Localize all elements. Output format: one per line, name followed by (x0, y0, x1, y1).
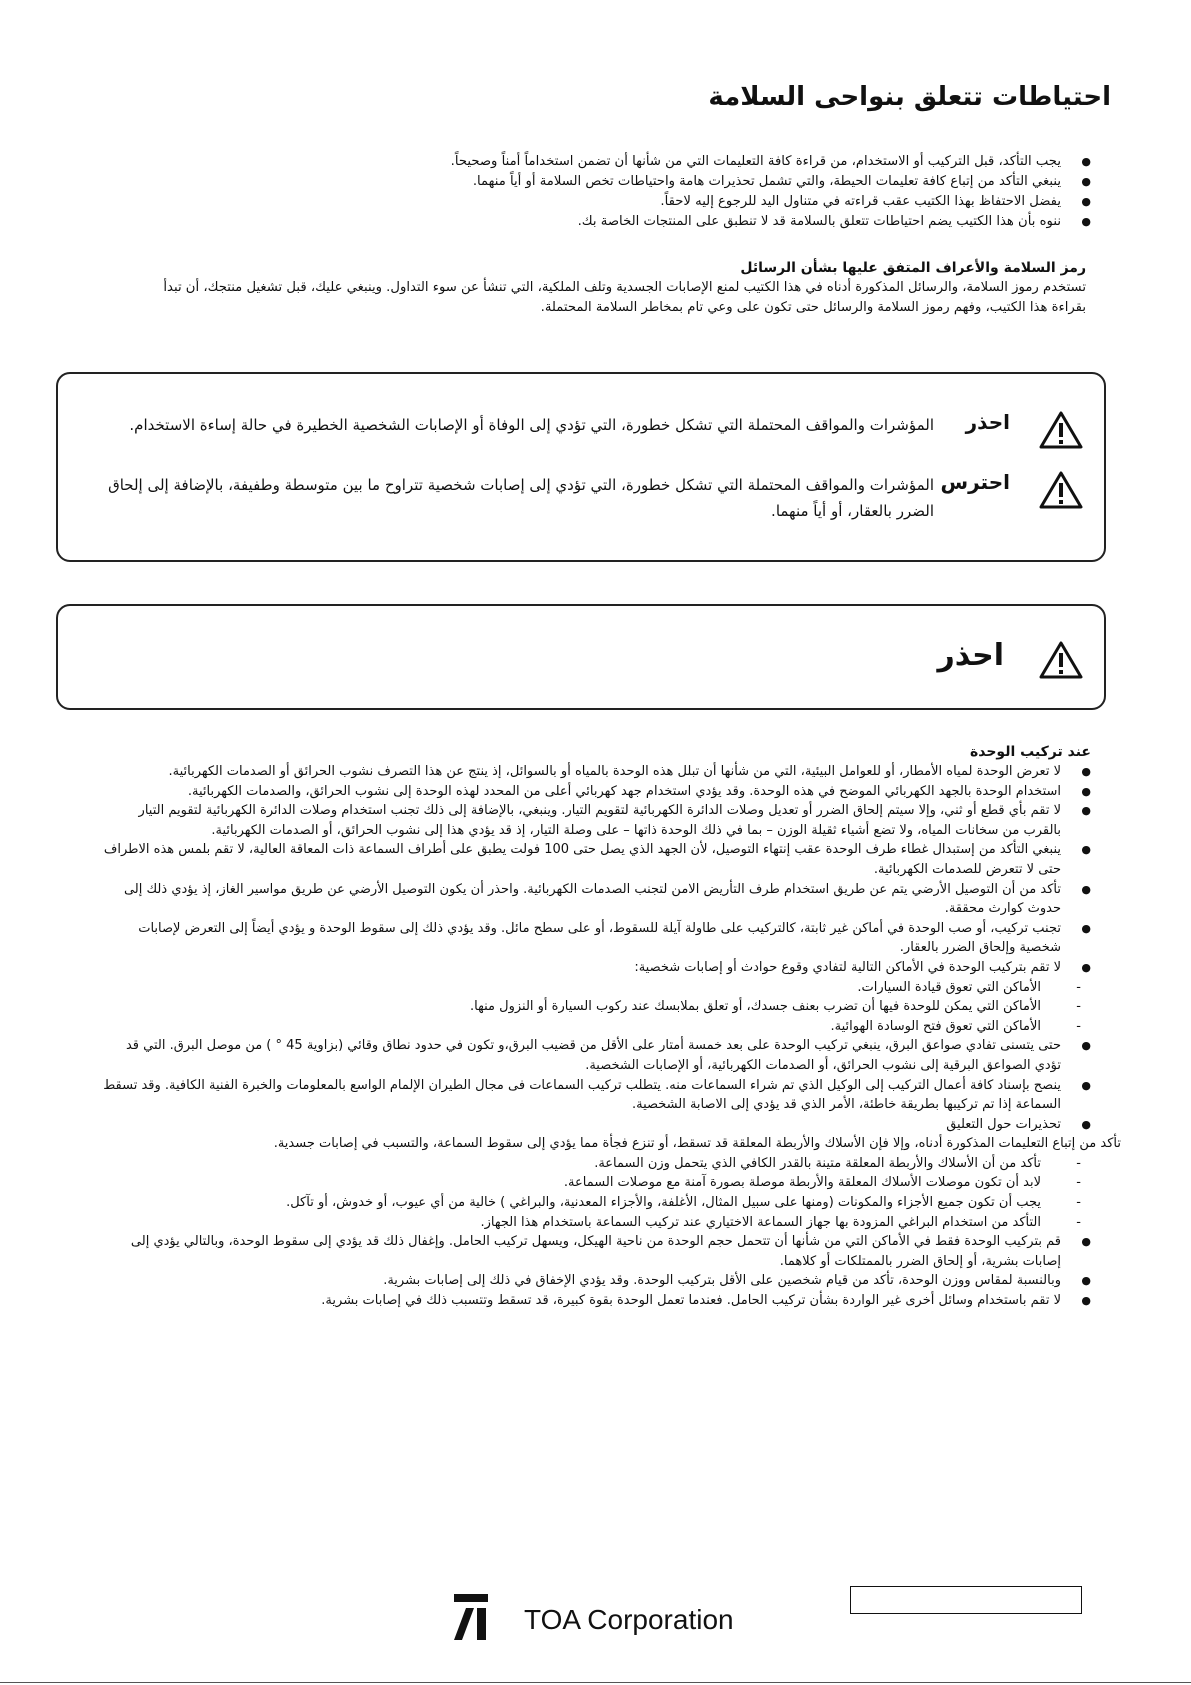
list-item: ● ننوه بأن هذا الكتيب يضم احتياطات تتعلق بالسلامة قد لا تنطبق على المنتجات الخاصة بك. (131, 212, 1091, 232)
section-paragraph: تستخدم رموز السلامة، والرسائل المذكورة أدناه في هذا الكتيب لمنع الإصابات الجسدية وتلف الملكية، التي تنشأ عن سوء التداول. وينبغي عليك، قبل تشغيل منتجك، أن تبدأ بقراءة هذا الكتيب، وفهم رموز السلامة والرسائل حتى تكون على وعي تام بمخاطر السلامة المحتملة. (163, 280, 1086, 315)
list-item: - التأكد من استخدام البراغي المزودة بها جهاز السماعة الاختياري عند تركيب السماعة باستخدام هذا الجهاز. (101, 1213, 1091, 1233)
list-item: ● حتى يتسنى تفادي صواعق البرق، ينبغي تركيب الوحدة على بعد خمسة أمتار على الأقل من قضيب البرق،و تكون في حدود نطاق وقائي (بزاوية 45 ° ) من موصل البرق. التي قد تؤدي الصواعق البرقية إلى نشوب الحرائق، أو الصدمات الكهربائية، أو الإصابات الشخصية. (101, 1036, 1091, 1075)
warning-triangle-icon (1038, 410, 1084, 450)
caution-triangle-icon (1038, 470, 1084, 510)
page-title: احتياطات تتعلق بنواحى السلامة (708, 82, 1111, 112)
hanging-intro: تأكد من إتباع التعليمات المذكورة أدناه، وإلا فإن الأسلاك والأربطة المعلقة قد تسقط، أو تنزع فجأة مما يؤدي إلى سقوط السماعة، والتسبب في إصابات جسدية. (273, 1136, 1121, 1152)
warning-description: المؤشرات والمواقف المحتملة التي تشكل خطورة، التي تؤدي إلى الوفاة أو الإصابات الشخصية الخطيرة في حالة إساءة الاستخدام. (129, 416, 934, 434)
installation-bullet-list-2 (101, 1036, 1091, 1134)
list-item: - لابد أن تكون موصلات الأسلاك المعلقة والأربطة موصلة بصورة آمنة مع موصلات السماعة. (101, 1173, 1091, 1193)
footer-frame (850, 1586, 1082, 1614)
signal-word-legend-box (56, 372, 1106, 562)
section-heading: رمز السلامة والأعراف المتفق عليها بشأن الرسائل (740, 260, 1086, 276)
list-item: ● وبالنسبة لمقاس ووزن الوحدة، تأكد من قيام شخصين على الأقل بتركيب الوحدة. وقد يؤدي الإخفاق في ذلك إلى إصابات بشرية. (101, 1271, 1091, 1291)
list-item: ● لا تقم بأي قطع أو ثني، وإلا سيتم إلحاق الضرر أو تعديل وصلات الدائرة الكهربائية لتقويم التيار. وينبغي، بالإضافة إلى ذلك تجنب استخدام وصلات الدائرة الكهربائية لتقويم التيار بالقرب من سخانات المياه، ولا تضع أشياء ثقيلة الوزن – بما في ذلك الوحدة ذاتها – على وصلة التيار، إذ قد يؤدي هذا إلى نشوب الحرائق، أو الصدمات الكهربائية. (101, 801, 1091, 840)
list-item: - الأماكن التي تعوق قيادة السيارات. (101, 978, 1091, 998)
caution-signal-word: احترس (940, 470, 1010, 494)
list-item: ● لا تقم بتركيب الوحدة في الأماكن التالية لتفادي وقوع حوادث أو إصابات شخصية: (101, 958, 1091, 978)
list-item: ● قم بتركيب الوحدة فقط في الأماكن التي من شأنها أن تتحمل حجم الوحدة من ناحية الهيكل، ويسهل تركيب الحامل. وإغفال ذلك قد يؤدي إلى سقوط الوحدة، وبالتالي يؤدي إلى إصابات بشرية، أو إلحاق الضرر بالممتلكات أو كلاهما. (101, 1232, 1091, 1271)
list-item: ● تجنب تركيب، أو صب الوحدة في أماكن غير ثابتة، كالتركيب على طاولة آيلة للسقوط، أو على سطح مائل. وقد يؤدي ذلك إلى سقوط الوحدة و يؤدي أيضاً إلى التعرض لإصابات شخصية وإلحاق الضرر بالعقار. (101, 919, 1091, 958)
list-item: - الأماكن التي تعوق فتح الوسادة الهوائية. (101, 1017, 1091, 1037)
warning-header-box (56, 604, 1106, 710)
list-item: ● ينصح بإسناد كافة أعمال التركيب إلى الوكيل الذي تم شراء السماعات منه. يتطلب تركيب السماعات فى مجال الطيران الإلمام الواسع بالمعلومات والخبرة الفنية الكافية. وقد تسقط السماعة إذا تم تركيبها بطريقة خاطئة، الأمر الذي قد يؤدي إلى الاصابة الشخصية. (101, 1076, 1091, 1115)
list-item: - الأماكن التي يمكن للوحدة فيها أن تضرب بعنف جسدك، أو تعلق بملابسك عند ركوب السيارة أو النزول منها. (101, 997, 1091, 1017)
installation-bullet-list-3 (101, 1232, 1091, 1310)
list-item: - تأكد من أن الأسلاك والأربطة المعلقة متينة بالقدر الكافي الذي يتحمل وزن السماعة. (101, 1154, 1091, 1174)
warning-header (784, 640, 1084, 686)
section-heading: عند تركيب الوحدة (969, 744, 1091, 760)
bottom-divider (0, 1682, 1191, 1683)
company-name: TOA Corporation (524, 1604, 734, 1635)
list-item: ● لا تعرض الوحدة لمياه الأمطار، أو للعوامل البيئية، التي من شأنها أن تبلل هذه الوحدة بالمياه أو بالسوائل، إذ ينتج عن هذا التصرف نشوب الحرائق أو الصدمات الكهربائية. (101, 762, 1091, 782)
list-item: ● لا تقم باستخدام وسائل أخرى غير الواردة بشأن تركيب الحامل. فعندما تعمل الوحدة بقوة كبيرة، قد تسقط وتتسبب ذلك في إصابات بشرية. (101, 1291, 1091, 1311)
installation-section (101, 742, 1121, 1311)
warning-signal-word: احذر (965, 410, 1010, 434)
list-item: ● تأكد من أن التوصيل الأرضي يتم عن طريق استخدام طرف التأريض الامن لتجنب الصدمات الكهربائية. واحذر أن يكون التوصيل الأرضي عن طريق مواسير الغاز، إذ يؤدي ذلك إلى حدوث كوارث محققة. (101, 880, 1091, 919)
list-item: ● يفضل الاحتفاظ بهذا الكتيب عقب قراءته في متناول اليد للرجوع إليه لاحقاً. (131, 192, 1091, 212)
list-item: ● تحذيرات حول التعليق (101, 1115, 1091, 1135)
places-dash-list (101, 978, 1091, 1037)
hanging-dash-list (101, 1154, 1091, 1232)
safety-symbols-section (131, 258, 1086, 318)
installation-bullet-list (101, 762, 1091, 978)
list-item: ● ينبغي التأكد من إستبدال غطاء طرف الوحدة عقب إنتهاء التوصيل، لأن الجهد الذي يصل حتى 100 فولت يطبق على أطراف السماعة ذات المعاقة العالية، لا تقم بلمس هذه الاطراف حتى لا تتعرض للصدمات الكهربائية. (101, 840, 1091, 879)
list-item: ● ينبغي التأكد من إتباع كافة تعليمات الحيطة، والتي تشمل تحذيرات هامة واحتياطات تخص السلامة أو أياً منهما. (131, 172, 1091, 192)
caution-description: المؤشرات والمواقف المحتملة التي تشكل خطورة، التي تؤدي إلى إصابات شخصية تتراوح ما بين متوسطة وطفيفة، بالإضافة إلى إلحاق الضرر بالعقار، أو أياً منهما. (108, 476, 934, 520)
warning-signal-word: احذر (937, 638, 1004, 673)
list-item: ● استخدام الوحدة بالجهد الكهربائي الموضح في هذه الوحدة. وقد يؤدي استخدام جهد كهربائي أعلى من المحدد لهذه الوحدة إلى نشوب الحرائق، والصدمات الكهربائية. (101, 782, 1091, 802)
list-item: ● يجب التأكد، قبل التركيب أو الاستخدام، من قراءة كافة التعليمات التي من شأنها أن تضمن استخداماً أمناً وصحيحاً. (131, 152, 1091, 172)
warning-triangle-icon (1038, 640, 1084, 680)
toa-logo-icon (454, 1594, 488, 1640)
intro-bullet-list (131, 152, 1091, 232)
list-item: - يجب أن تكون جميع الأجزاء والمكونات (ومنها على سبيل المثال، الأغلفة، والأجزاء المعدنية، والبراغي ) خالية من أي عيوب، أو خدوش، أو تآكل. (101, 1193, 1091, 1213)
